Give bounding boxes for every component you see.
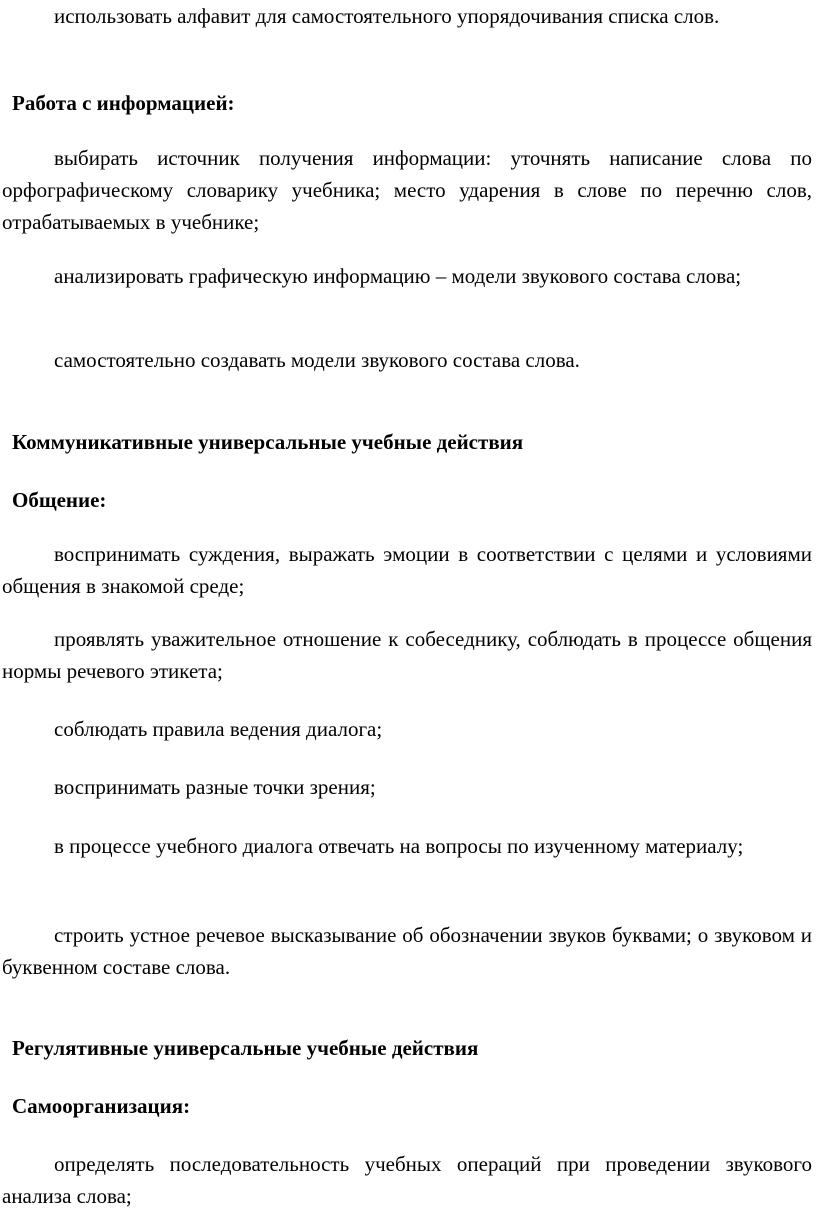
paragraph-info-source: выбирать источник получения информации: уточнять написание слова по орфографическому словарику учебника; место ударения в слове по перечню слов, отрабатываемых в учебнике; (2, 146, 812, 234)
paragraph-graphic-info: анализировать графическую информацию – модели звукового состава слова; (54, 264, 742, 288)
heading-communication: Общение: (12, 488, 107, 512)
heading-self-organization: Самоорганизация: (12, 1094, 191, 1118)
heading-regulative-actions: Регулятивные универсальные учебные действия (12, 1036, 479, 1060)
paragraph-dialogue-rules: соблюдать правила ведения диалога; (54, 717, 383, 741)
paragraph-alphabet: использовать алфавит для самостоятельного упорядочивания списка слов. (54, 4, 720, 28)
paragraph-perceive-judgments: воспринимать суждения, выражать эмоции в соответствии с целями и условиями общения в знакомой среде; (2, 542, 812, 598)
paragraph-answer-questions: в процессе учебного диалога отвечать на вопросы по изученному материалу; (54, 834, 744, 858)
paragraph-respect: проявлять уважительное отношение к собеседнику, соблюдать в процессе общения нормы речевого этикета; (2, 627, 812, 683)
paragraph-sequence: определять последовательность учебных операций при проведении звукового анализа слова; (2, 1152, 812, 1208)
paragraph-oral-statement: строить устное речевое высказывание об обозначении звуков буквами; о звуковом и буквенном составе слова. (2, 923, 812, 979)
heading-communicative-actions: Коммуникативные универсальные учебные действия (12, 430, 524, 454)
heading-work-with-information: Работа с информацией: (12, 91, 235, 115)
paragraph-viewpoints: воспринимать разные точки зрения; (54, 775, 376, 799)
paragraph-create-models: самостоятельно создавать модели звукового состава слова. (54, 348, 580, 372)
